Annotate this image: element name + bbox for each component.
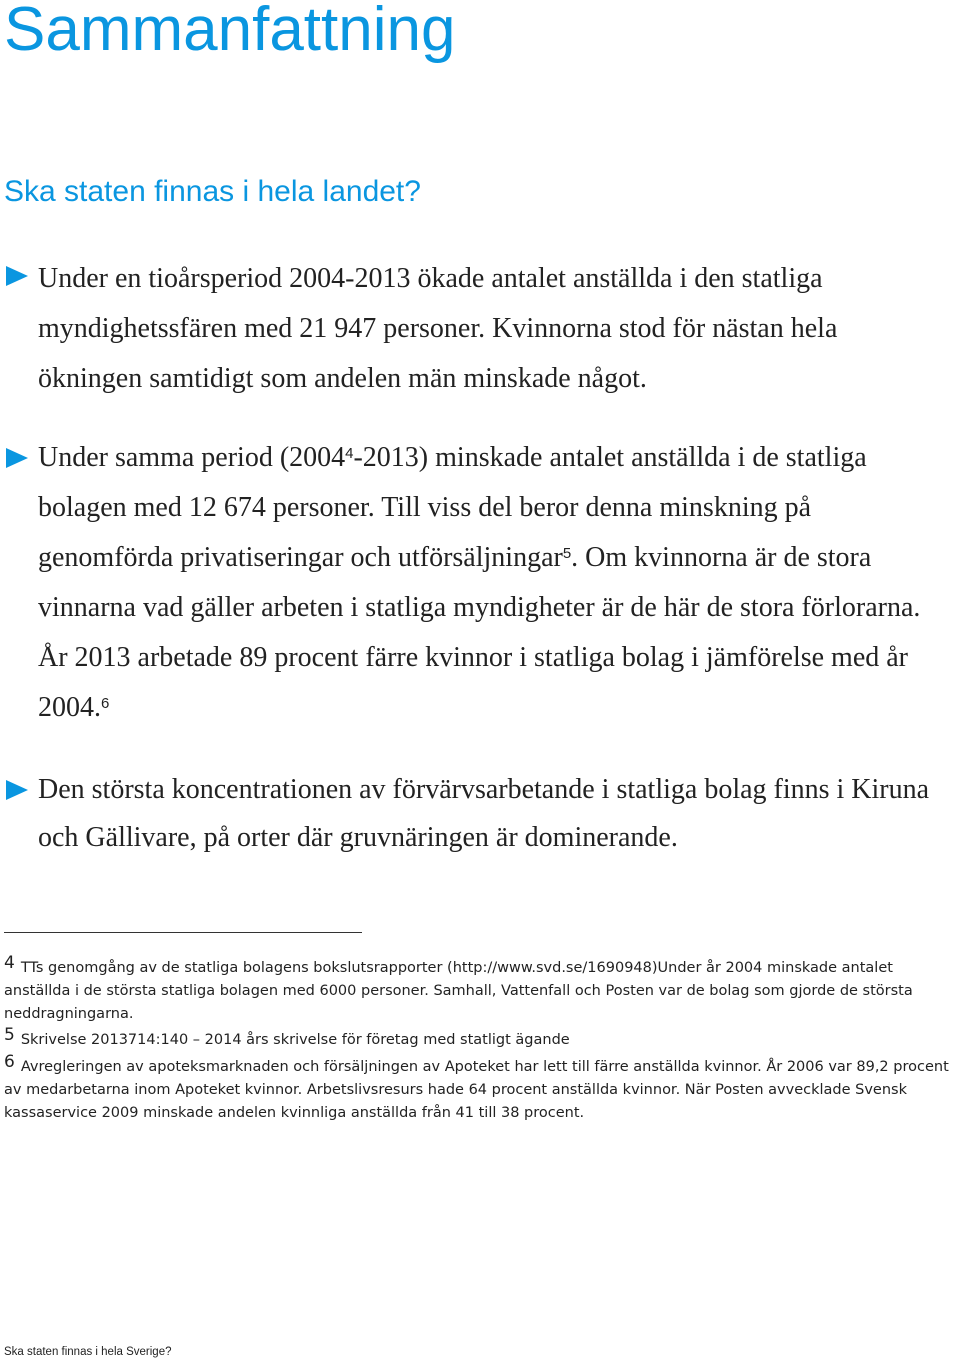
footnote-number: 4 [4, 953, 15, 973]
triangle-right-icon [6, 448, 28, 468]
footnote-ref-5[interactable]: 5 [562, 545, 572, 562]
bullet-text: Den största koncentrationen av förvärvsarbetande i statliga bolag finns i Kiruna och Gällivare, på orter där gruvnäringen är dominerande. [38, 774, 930, 853]
footnote-ref-4[interactable]: 4 [345, 445, 354, 462]
footnote-text: Avregleringen av apoteksmarknaden och försäljningen av Apoteket har lett till färre anställda kvinnor. År 2006 var 89,2 procent av medarbetarna inom Apoteket kvinnor. Arbetslivsresurs hade 64 procent anställda kvinnor. När Posten avvecklade Svensk kassaservice 2009 minskade andelen kvinnliga anställda från 41 till 38 procent. [4, 1059, 949, 1121]
footnote-text: Skrivelse 2013714:140 – 2014 års skrivelse för företag med statligt ägande [20, 1032, 570, 1048]
bullet-text-segment: -2013) minskade antalet anställda i de statliga bolagen med 12 674 personer. Till viss del beror denna minskning på genomförda privatiseringar och utförsäljningar [38, 442, 867, 573]
footnote-4 [4, 953, 954, 1026]
footnote-text: TTs genomgång av de statliga bolagens bokslutsrapporter (http://www.svd.se/1690948)Under år 2004 minskade antalet anställda i de största statliga bolagen med 6000 personer. Samhall, Vattenfall och Posten var de bolag som gjorde de största neddragningarna. [4, 960, 913, 1022]
triangle-right-icon [6, 266, 28, 286]
footnote-number: 6 [4, 1052, 15, 1072]
footnote-separator [4, 932, 362, 933]
footnote-6 [4, 1052, 954, 1125]
triangle-right-icon [6, 780, 28, 800]
footnote-ref-6[interactable]: 6 [101, 695, 110, 712]
footnote-5 [4, 1025, 954, 1052]
page-title: Sammanfattning [4, 0, 456, 64]
bullet-text-segment: . Om kvinnorna är de stora vinnarna vad gäller arbeten i statliga myndigheter är de här de stora förlorarna. År 2013 arbetade 89 procent färre kvinnor i statliga bolag i jämförelse med år 2004. [38, 542, 921, 723]
footnote-number: 5 [4, 1025, 15, 1045]
page-footer: Ska staten finnas i hela Sverige? [4, 1346, 172, 1358]
section-heading: Ska staten finnas i hela landet? [4, 175, 421, 208]
bullet-text-segment: Under samma period (2004 [38, 442, 346, 473]
bullet-text: Under en tioårsperiod 2004-2013 ökade antalet anställda i den statliga myndighetssfären med 21 947 personer. Kvinnorna stod för nästan hela ökningen samtidigt som andelen män minskade något. [38, 263, 838, 394]
bullet-text [38, 433, 943, 733]
